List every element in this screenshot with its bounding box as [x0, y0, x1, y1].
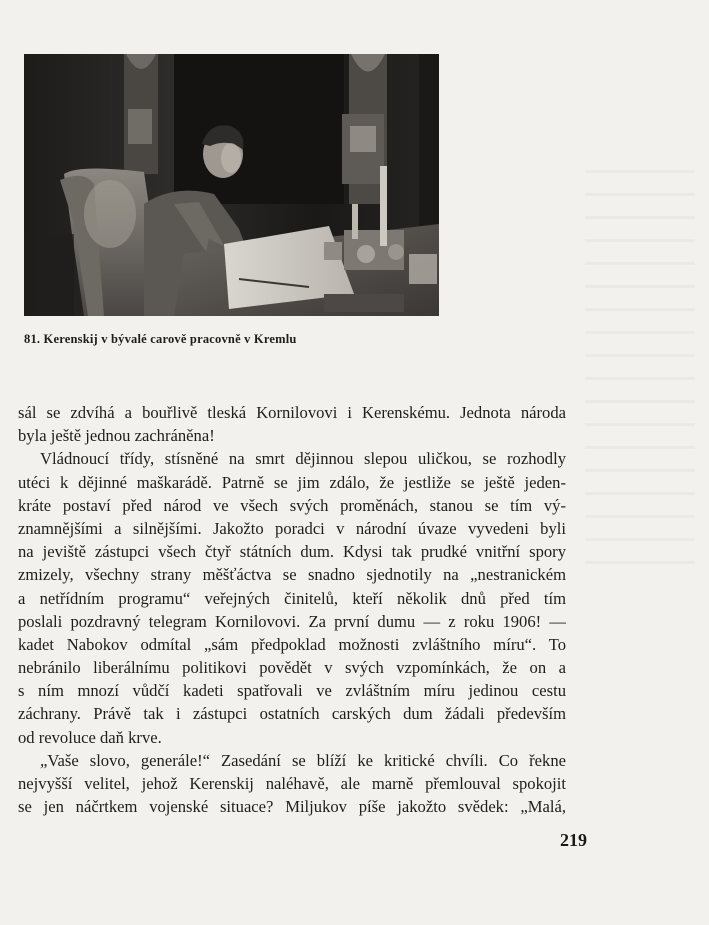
text-line: utéci k dějinné maškarádě. Patrně se jim zdálo, že jestliže se ještě jeden-	[18, 472, 566, 492]
text-line: kadet Nabokov odmítal „sám předpoklad možnosti zvláštního míru“. To	[18, 634, 566, 654]
photograph-kerensky-at-desk	[24, 54, 439, 316]
text-line: od revoluce daň krve.	[18, 727, 162, 747]
text-line: a netřídním programu“ veřejných činitelů, kteří několik dnů před tím	[18, 588, 566, 608]
text-line: Vládnoucí třídy, stísněné na smrt dějinnou slepou uličkou, se rozhodly	[40, 449, 566, 469]
text-line: se jen náčrtkem vojenské situace? Miljukov píše jakožto svědek: „Malá,	[18, 797, 566, 817]
text-line: „Vaše slovo, generále!“ Zasedání se blíží ke kritické chvíli. Co řekne	[40, 750, 566, 770]
bleed-through-shadow	[585, 170, 695, 570]
text-line: nejvyšší velitel, jehož Kerenskij naléhavě, ale marně přemlouval spokojit	[18, 774, 566, 793]
text-line: znamnějšími a silnějšími. Jakožto poradci v národní úvaze vyvedeni byli	[18, 518, 566, 538]
text-line: s ním mnozí vůdčí kadeti spatřovali ve zvláštním míru jedinou cestu	[18, 681, 566, 701]
text-line: záchrany. Právě tak i zástupci ostatních carských dum žádali především	[18, 704, 566, 724]
text-line: poslali pozdravný telegram Kornilovovi. Za první dumu — z roku 1906! —	[18, 611, 566, 631]
text-line: sál se zdvíhá a bouřlivě tleská Kornilovovi i Kerenskému. Jednota národa	[18, 403, 566, 422]
text-line: na jeviště zástupci všech čtyř státních dum. Kdysi tak prudké vnitřní spory	[18, 542, 566, 562]
figure-caption: 81. Kerenskij v bývalé carově pracovně v Kremlu	[24, 332, 297, 346]
text-line: zmizely, všechny strany měšťáctva se snadno sjednotily na „nestranickém	[18, 565, 566, 585]
text-line: nebránilo liberálnímu politikovi povědět v svých vzpomínkách, že on a	[18, 658, 566, 678]
page-number: 219	[560, 830, 587, 850]
text-line: byla ještě jednou zachráněna!	[18, 426, 215, 446]
text-line: kráte postaví před národ ve všech svých proměnách, stanou se tím vý-	[18, 495, 566, 515]
body-text	[18, 401, 566, 818]
